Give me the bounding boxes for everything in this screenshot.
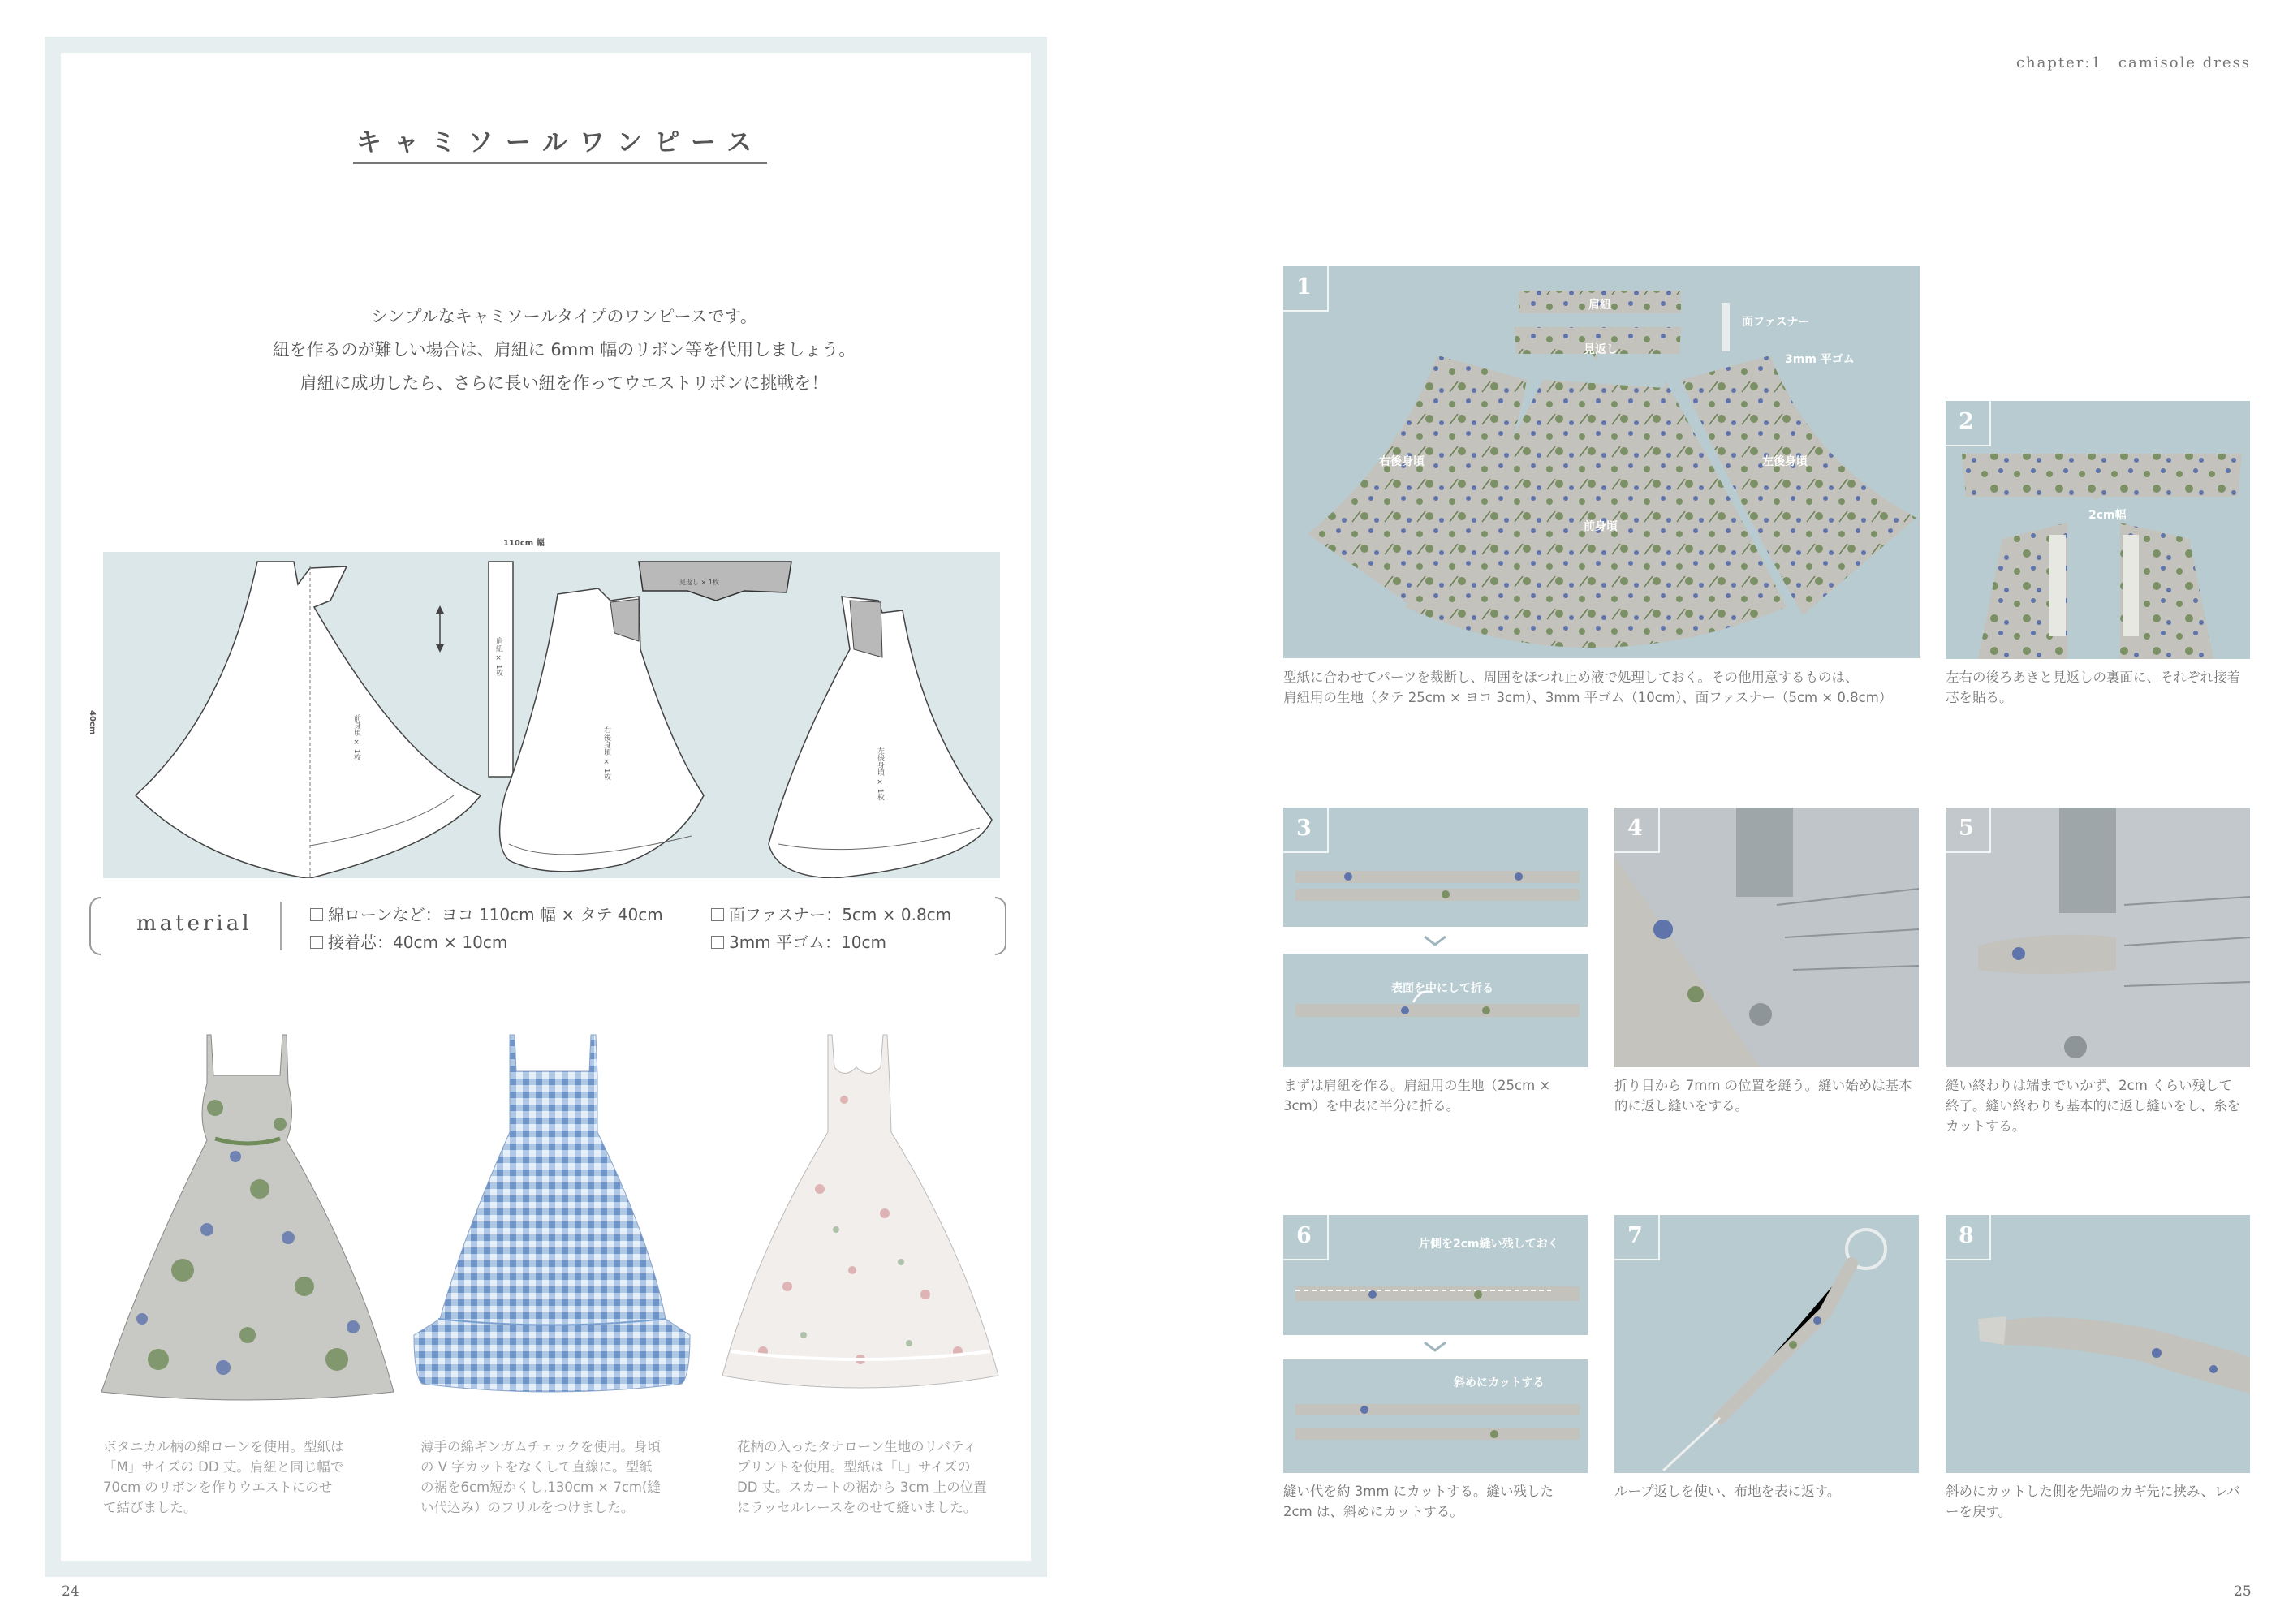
dress-caption-1 [103,1437,344,1518]
step-7-caption [1614,1481,1840,1501]
fabric-width-label: 110cm 幅 [503,539,545,548]
pattern-layout [103,552,1000,878]
caption-line: の裾を6cm短かくし,130cm × 7cm(縫 [420,1480,661,1495]
photo-label: 2cm幅 [2088,509,2127,522]
intro-line: 紐を作るのが難しい場合は、肩紐に 6mm 幅のリボン等を代用しましょう。 [272,340,856,360]
intro-text [126,300,1002,400]
interfacing-illustration [1946,401,2250,659]
step-number: 8 [1946,1215,1991,1260]
chevron-down-icon [1423,1341,1447,1352]
caption-line: 斜めにカットした側を先端のカギ先に挟み、レバ [1946,1484,2240,1499]
caption-line: の V 字カットをなくして直線に。型紙 [420,1459,653,1475]
step-4-caption [1614,1075,1912,1116]
caption-line: 縫い終わりは端までいかず、2cm くらい残して [1946,1078,2233,1093]
step-6-caption [1283,1481,1554,1522]
caption-line: まずは肩紐を作る。肩紐用の生地（25cm × [1283,1078,1551,1093]
caption-line: 縫い代を約 3mm にカットする。縫い残した [1283,1484,1554,1499]
photo-label: 右後身頃 [1379,455,1425,468]
step-7-photo [1614,1215,1919,1473]
material-heading: material [136,911,252,936]
dress-photo-botanical [93,1027,402,1408]
step-1-photo [1283,266,1920,658]
caption-line: 3cm）を中表に半分に折る。 [1283,1098,1460,1114]
caption-line: 肩紐用の生地（タテ 25cm × ヨコ 3cm）、3mm 平ゴム（10cm）、面ファスナー（5cm × 0.8cm） [1283,690,1893,705]
step-number: 6 [1283,1215,1329,1260]
material-bracket-left [89,897,101,955]
running-head: chapter:1 camisole dress [2015,54,2251,71]
material-bracket-right [995,897,1006,955]
material-item-text: 面ファスナー：5cm × 0.8cm [729,905,952,924]
photo-label: 3mm 平ゴム [1785,353,1855,366]
strap-fabric-illustration [1283,808,1588,927]
sewn-strap-illustration [1283,1215,1588,1335]
material-item [310,902,663,925]
title-underline [353,162,767,164]
step-2-caption [1946,667,2240,708]
caption-line: にラッセルレースをのせて縫いました。 [737,1500,977,1515]
intro-line: 肩紐に成功したら、さらに長い紐を作ってウエストリボンに挑戦を！ [300,373,829,393]
photo-label: 左後身頃 [1762,455,1808,468]
caption-line: ボタニカル柄の綿ローンを使用。型紙は [103,1439,344,1454]
material-item-text: 綿ローンなど：ヨコ 110cm 幅 × タテ 40cm [328,905,663,924]
step-2-photo [1946,401,2250,659]
step-number: 5 [1946,808,1991,853]
material-divider [280,902,282,950]
photo-label: 見返し [1584,343,1618,356]
pattern-facing-label: 見返し × 1枚 [679,579,719,586]
step-number: 3 [1283,808,1329,853]
caption-line: 芯を貼る。 [1946,690,2013,705]
caption-line: 花柄の入ったタナローン生地のリバティ [737,1439,976,1454]
page-number-right: 25 [2234,1583,2252,1600]
step-3-caption [1283,1075,1550,1116]
step-number: 4 [1614,808,1660,853]
caption-line: 「M」サイズの DD 丈。肩紐と同じ幅で [103,1459,344,1475]
caption-line: 左右の後ろあきと見返しの裏面に、それぞれ接着 [1946,670,2240,685]
photo-label: 表面を中にして折る [1391,982,1493,995]
loop-turner-illustration [1614,1215,1919,1473]
fabric-height-label: 40cm [88,710,97,735]
caption-line: 薄手の綿ギンガムチェックを使用。身頃 [420,1439,662,1454]
step-6-photo-a [1283,1215,1588,1335]
pattern-strap-label: 肩紐 × 1枚 [494,637,502,677]
dress-photo-floral-lace [706,1027,1015,1408]
caption-line: 70cm のリボンを作りウエストにのせ [103,1480,333,1495]
step-5-caption [1946,1075,2240,1136]
caption-line: 的に返し縫いをする。 [1614,1098,1748,1114]
caption-line: 折り目から 7mm の位置を縫う。縫い始めは基本 [1614,1078,1912,1093]
pattern-front-label: 前身頃 × 1枚 [352,714,360,761]
material-box [89,897,1006,955]
photo-label: 前身頃 [1584,520,1618,533]
caption-line: い代込み）のフリルをつけました。 [420,1500,635,1515]
step-5-photo [1946,808,2250,1067]
photo-label: 肩紐 [1588,299,1611,312]
caption-line: 2cm は、斜めにカットする。 [1283,1504,1463,1519]
step-8-photo [1946,1215,2250,1473]
photo-label: 片側を2cm縫い残しておく [1419,1238,1559,1251]
step-3-photo-b [1283,954,1588,1067]
step-number: 2 [1946,401,1991,446]
checkbox-icon [711,908,724,921]
page-number-left: 24 [62,1583,80,1600]
strap-end-illustration [1946,1215,2250,1473]
pattern-front-bodice [136,562,481,878]
caption-line: カットする。 [1946,1118,2026,1134]
material-item-text: 接着芯：40cm × 10cm [328,933,508,952]
pattern-diagram [103,552,1000,878]
caption-line: ーを戻す。 [1946,1504,2012,1519]
folded-strap-illustration [1283,954,1588,1067]
caption-line: て結びました。 [103,1500,197,1515]
checkbox-icon [310,936,323,949]
step-number: 7 [1614,1215,1660,1260]
caption-line: ループ返しを使い、布地を表に返す。 [1614,1484,1841,1499]
chevron-down-icon [1423,935,1447,946]
step-6-photo-b [1283,1359,1588,1473]
step-3-photo-a [1283,808,1588,927]
photo-label: 面ファスナー [1742,316,1810,329]
page-title: キャミソールワンピース [356,128,765,157]
photo-label: 斜めにカットする [1454,1376,1545,1389]
pattern-right-back-label: 右後身頃 × 1枚 [602,726,610,781]
material-item-text: 3mm 平ゴム：10cm [729,933,886,952]
material-item [711,929,886,953]
sewing-machine-illustration [1946,808,2250,1067]
step-4-photo [1614,808,1919,1067]
checkbox-icon [310,908,323,921]
caption-line: プリントを使用。型紙は「L」サイズの [737,1459,971,1475]
intro-line: シンプルなキャミソールタイプのワンピースです。 [371,307,757,326]
caption-line: 終了。縫い終わりも基本的に返し縫いをし、糸を [1946,1098,2240,1114]
caption-line: DD 丈。スカートの裾から 3cm 上の位置 [737,1480,987,1495]
dress-photo-gingham [406,1027,698,1408]
step-8-caption [1946,1481,2240,1522]
step-1-caption [1283,667,1892,708]
checkbox-icon [711,936,724,949]
pattern-left-back-label: 左後身頃 × 1枚 [876,747,884,801]
dress-caption-3 [737,1437,987,1518]
caption-line: 型紙に合わせてパーツを裁断し、周囲をほつれ止め液で処理しておく。その他用意するものは、 [1283,670,1859,685]
material-item [711,902,951,925]
step-number: 1 [1283,266,1329,312]
dress-caption-2 [420,1437,661,1518]
sewing-machine-illustration [1614,808,1919,1067]
material-item [310,929,507,953]
